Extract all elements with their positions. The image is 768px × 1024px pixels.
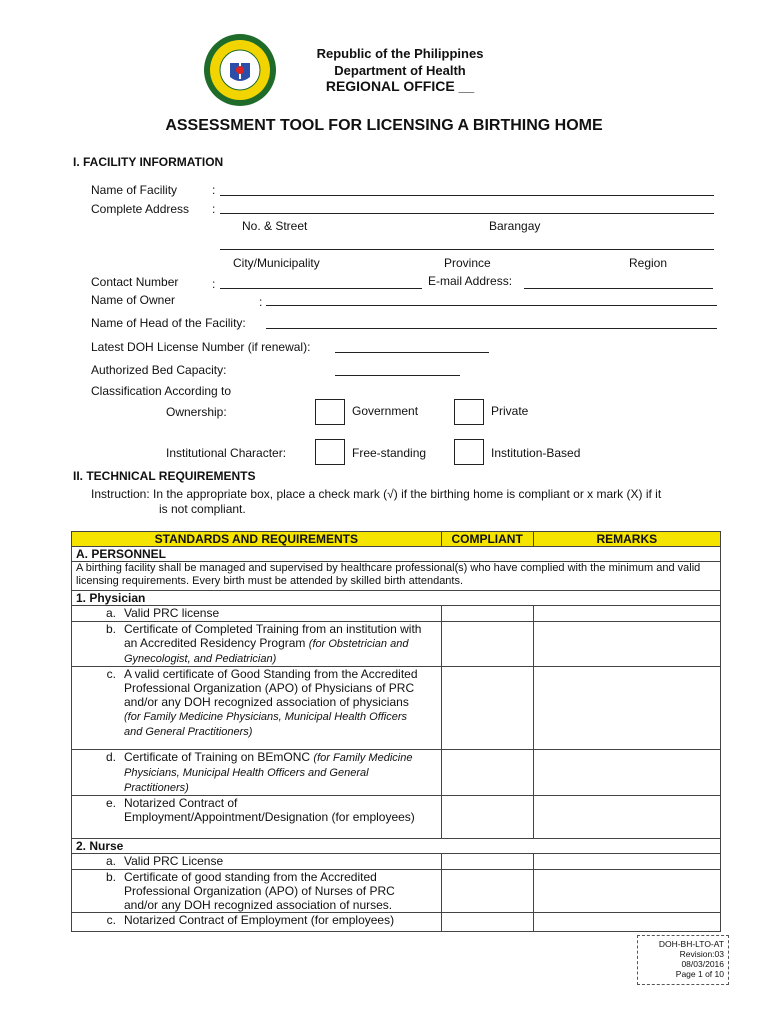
- bed-capacity-field[interactable]: [335, 375, 460, 376]
- instruction-line-2: is not compliant.: [159, 502, 246, 516]
- label-name-of-owner: Name of Owner: [91, 293, 176, 307]
- remarks-cell[interactable]: [533, 796, 720, 839]
- license-number-field[interactable]: [335, 352, 489, 353]
- label-ownership: Ownership:: [166, 405, 227, 419]
- label-free-standing: Free-standing: [352, 446, 427, 460]
- page-title: ASSESSMENT TOOL FOR LICENSING A BIRTHING HOME: [165, 117, 603, 134]
- doc-code: DOH-BH-LTO-AT: [658, 939, 724, 949]
- institution-based-checkbox[interactable]: [454, 439, 484, 465]
- label-complete-address: Complete Address: [91, 202, 190, 216]
- nurse-heading: 2. Nurse: [72, 839, 721, 854]
- remarks-cell[interactable]: [533, 667, 720, 750]
- doc-date: 08/03/2016: [681, 959, 724, 969]
- address-street-field[interactable]: [220, 213, 714, 214]
- remarks-cell[interactable]: [533, 606, 720, 622]
- doh-seal: [203, 33, 277, 107]
- free-standing-checkbox[interactable]: [315, 439, 345, 465]
- compliant-cell[interactable]: [441, 606, 533, 622]
- table-row: b. Certificate of good standing from the Accredited Professional Organization (APO) of Nurses of PRC and/or any DOH recognized association of nurses.: [72, 870, 721, 913]
- compliant-cell[interactable]: [441, 870, 533, 913]
- government-checkbox[interactable]: [315, 399, 345, 425]
- colon: :: [259, 295, 263, 309]
- instruction-line-1: Instruction: In the appropriate box, place a check mark (√) if the birthing home is compliant or x mark (X) if it: [91, 487, 662, 501]
- owner-field[interactable]: [266, 305, 717, 306]
- label-private: Private: [491, 404, 529, 418]
- table-row: a. Valid PRC license: [72, 606, 721, 622]
- header-remarks: REMARKS: [533, 532, 720, 547]
- label-name-of-facility: Name of Facility: [91, 183, 178, 197]
- compliant-cell[interactable]: [441, 913, 533, 932]
- label-government: Government: [352, 404, 419, 418]
- label-no-street: No. & Street: [242, 219, 308, 233]
- label-license-number: Latest DOH License Number (if renewal):: [91, 340, 311, 354]
- remarks-cell[interactable]: [533, 870, 720, 913]
- private-checkbox[interactable]: [454, 399, 484, 425]
- header-department: Department of Health: [334, 63, 466, 78]
- compliant-cell[interactable]: [441, 622, 533, 667]
- email-field[interactable]: [524, 288, 713, 289]
- label-contact-number: Contact Number: [91, 275, 179, 289]
- table-row: b. Certificate of Completed Training from an institution with an Accredited Residency Program (for Obstetrician and Gynecologist, and Pediatrician): [72, 622, 721, 667]
- contact-number-field[interactable]: [220, 288, 422, 289]
- label-city: City/Municipality: [233, 256, 320, 270]
- header-regional-office: REGIONAL OFFICE __: [325, 78, 475, 94]
- label-classification: Classification According to: [91, 384, 232, 398]
- table-row: c. A valid certificate of Good Standing from the Accredited Professional Organization (APO) of Physicians of PRC and/or any DOH recognized association of physicians (for Family Medicine Physicians, Municipal Health Officers and General Practitioners): [72, 667, 721, 750]
- label-province: Province: [444, 256, 491, 270]
- address-city-field[interactable]: [220, 249, 714, 250]
- section-technical-requirements: II. TECHNICAL REQUIREMENTS: [73, 469, 256, 483]
- doc-revision: Revision:03: [679, 949, 724, 959]
- table-row: a. Valid PRC License: [72, 854, 721, 870]
- compliant-cell[interactable]: [441, 854, 533, 870]
- head-of-facility-field[interactable]: [266, 328, 717, 329]
- table-header-row: [72, 532, 721, 547]
- personnel-heading: A. PERSONNEL: [72, 547, 721, 562]
- header-republic: Republic of the Philippines: [316, 46, 484, 61]
- colon: :: [212, 277, 216, 291]
- table-row: c. Notarized Contract of Employment (for employees): [72, 913, 721, 932]
- colon: :: [212, 183, 216, 197]
- colon: :: [212, 202, 216, 216]
- document-code-box: [637, 935, 729, 985]
- label-institution-based: Institution-Based: [491, 446, 581, 460]
- remarks-cell[interactable]: [533, 913, 720, 932]
- header-standards: STANDARDS AND REQUIREMENTS: [72, 532, 442, 547]
- physician-heading: 1. Physician: [72, 591, 721, 606]
- label-bed-capacity: Authorized Bed Capacity:: [91, 363, 227, 377]
- personnel-description: A birthing facility shall be managed and supervised by healthcare professional(s) who have complied with the minimum and valid licensing requirements. Every birth must be attended by skilled birth attendants.: [72, 562, 721, 591]
- requirements-table: [71, 531, 721, 932]
- doc-page: Page 1 of 10: [675, 969, 724, 979]
- compliant-cell[interactable]: [441, 750, 533, 796]
- remarks-cell[interactable]: [533, 622, 720, 667]
- header-compliant: COMPLIANT: [441, 532, 533, 547]
- label-region: Region: [629, 256, 668, 270]
- remarks-cell[interactable]: [533, 854, 720, 870]
- remarks-cell[interactable]: [533, 750, 720, 796]
- table-row: e. Notarized Contract of Employment/Appointment/Designation (for employees): [72, 796, 721, 839]
- section-facility-information: I. FACILITY INFORMATION: [73, 155, 224, 169]
- label-barangay: Barangay: [489, 219, 541, 233]
- label-head-of-facility: Name of Head of the Facility:: [91, 316, 246, 330]
- table-row: d. Certificate of Training on BEmONC (for Family Medicine Physicians, Municipal Health Officers and General Practitioners): [72, 750, 721, 796]
- compliant-cell[interactable]: [441, 667, 533, 750]
- label-institutional-character: Institutional Character:: [166, 446, 287, 460]
- compliant-cell[interactable]: [441, 796, 533, 839]
- label-email: E-mail Address:: [428, 274, 513, 288]
- facility-name-field[interactable]: [220, 195, 714, 196]
